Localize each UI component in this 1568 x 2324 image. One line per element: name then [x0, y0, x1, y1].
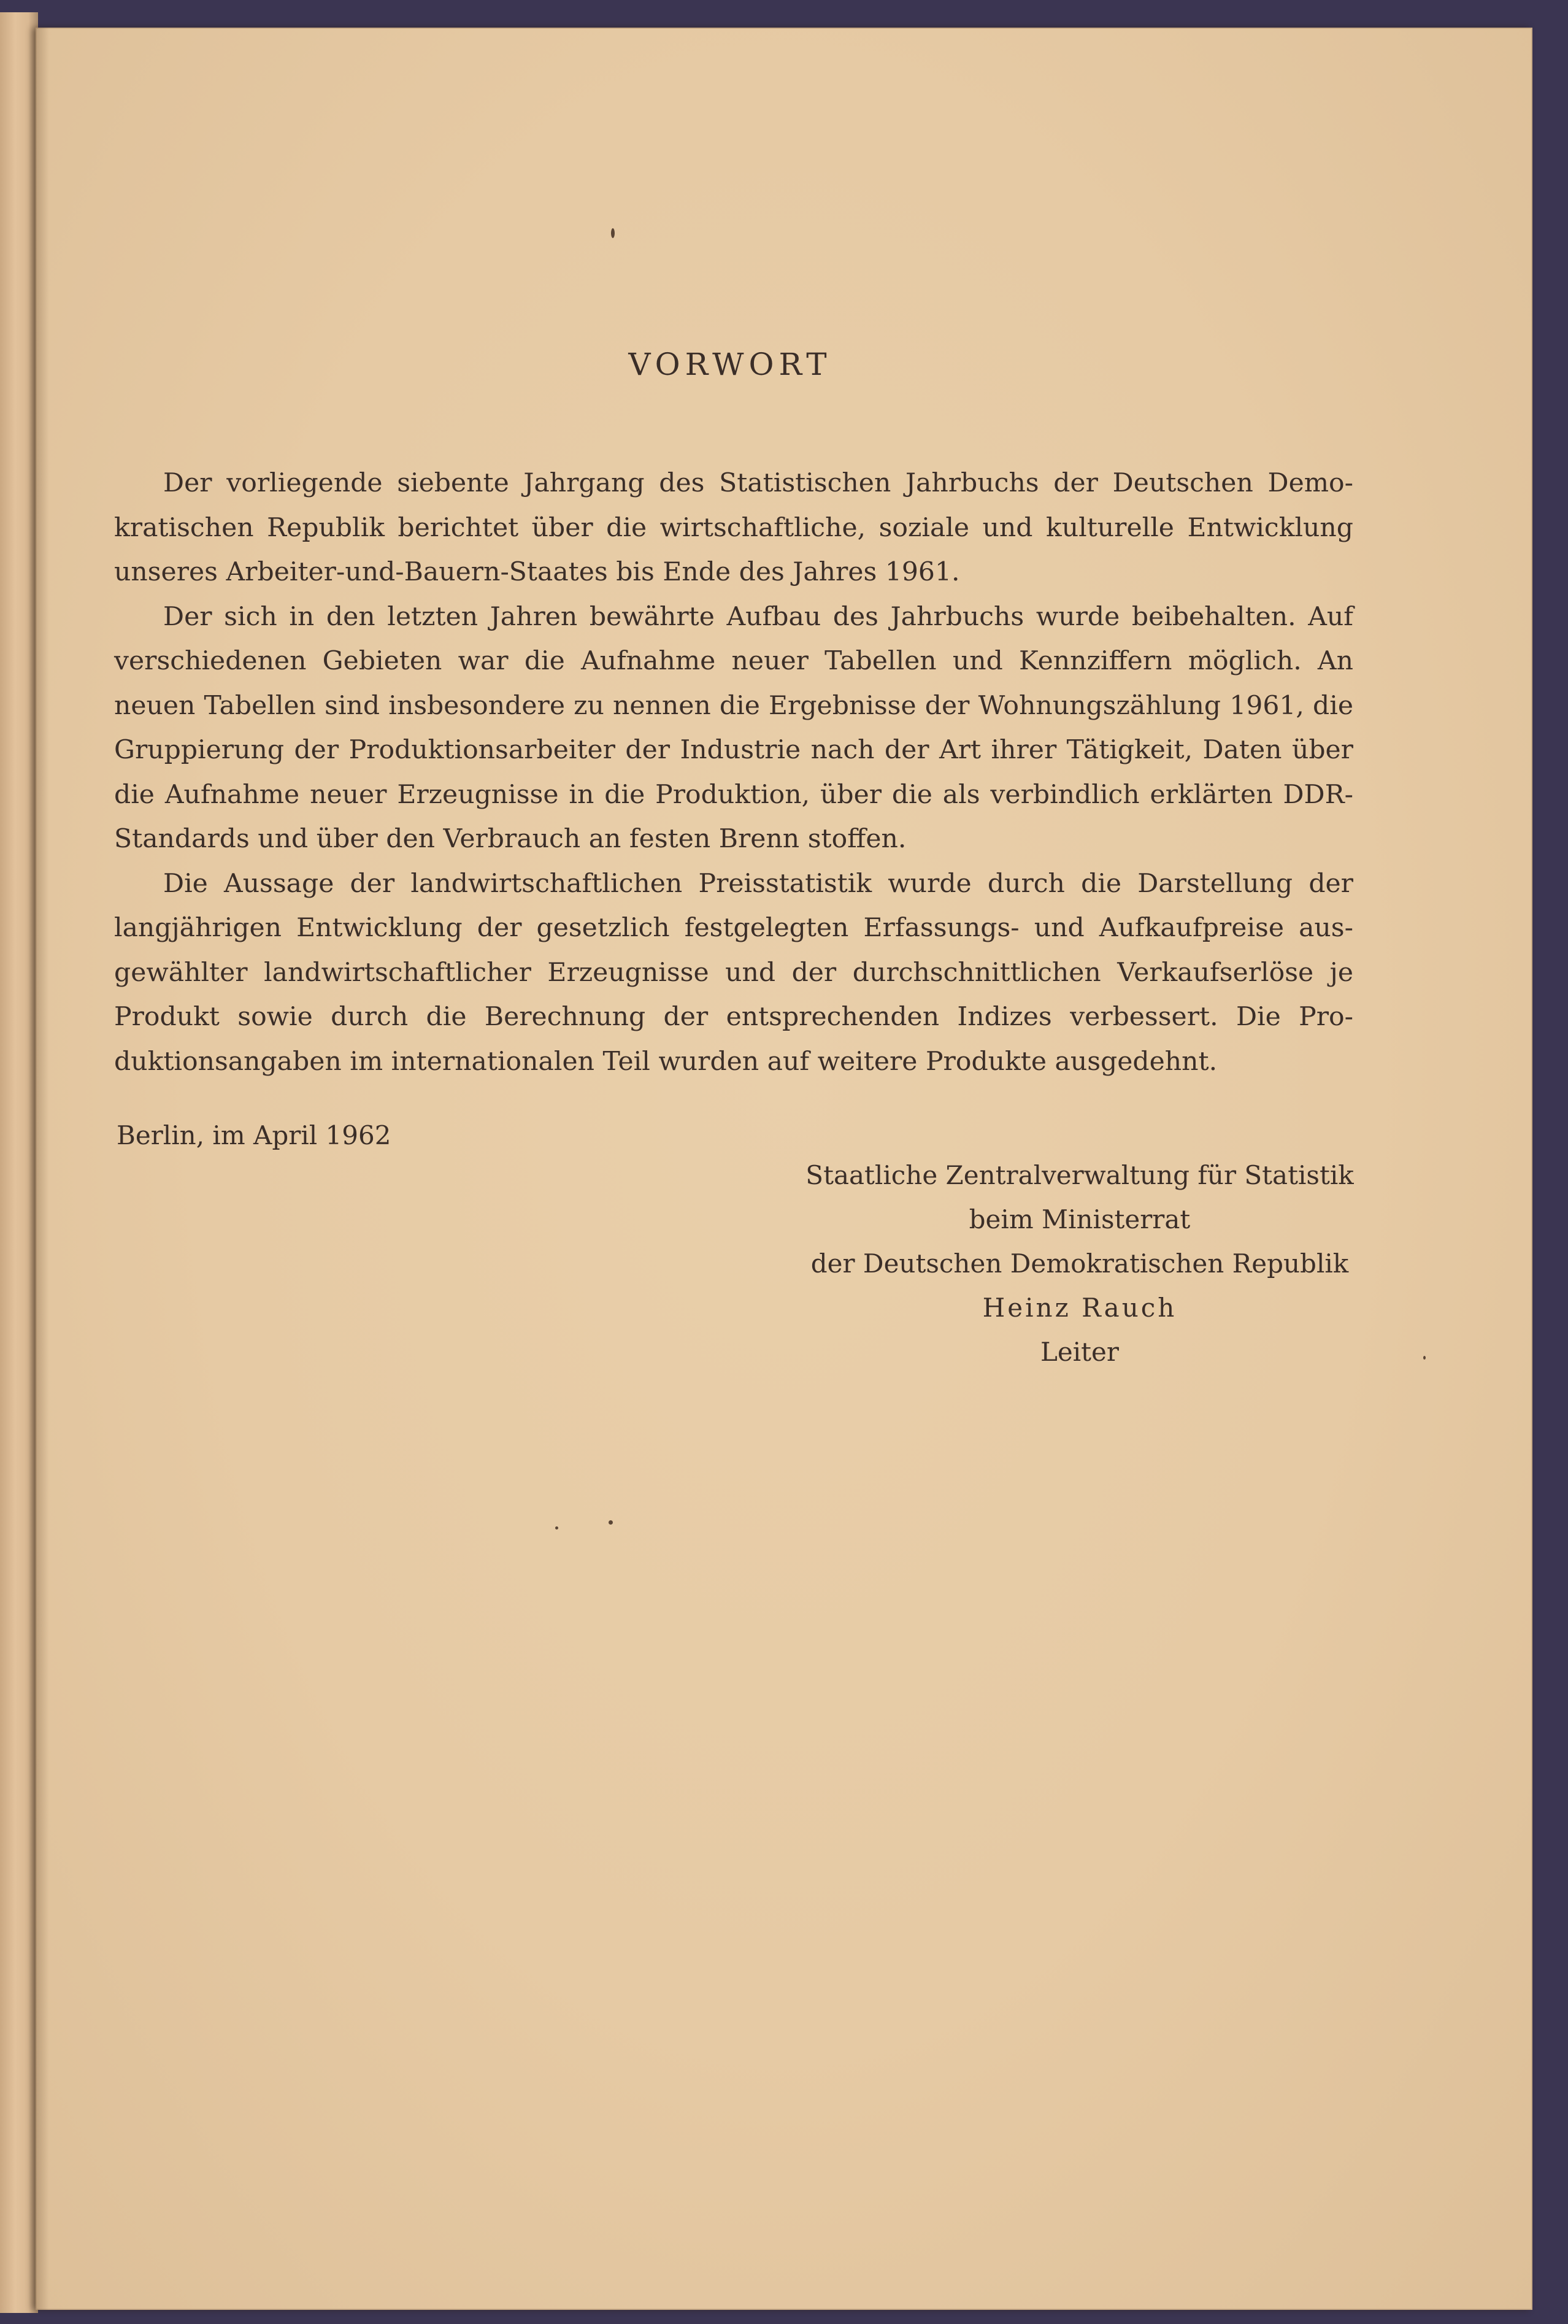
place-and-date: Berlin, im April 1962: [117, 1120, 391, 1150]
paragraph-1: Der vorliegende siebente Jahrgang des Statistischen Jahrbuchs der Deutschen Demokratischen Republik berichtet über die wirtschaftliche, soziale und kulturelle Entwicklung unseres Arbeiter-und-Bauern-Staates bis Ende des Jahres 1961.: [114, 468, 1353, 587]
signature-republic: der Deutschen Demokratischen Republik: [810, 1249, 1349, 1279]
signatory-name: Heinz Rauch: [982, 1293, 1177, 1323]
foreword-body: [114, 461, 1353, 1084]
paragraph-3: Die Aussage der landwirtschaftlichen Preisstatistik wurde durch die Darstellung der langjährigen Entwicklung der gesetzlich festgelegten Erfassungs- und Aufkaufpreise ausgewählter landwirtschaftlicher Erzeugnisse und der durchschnittlichen Verkaufserlöse je Produkt sowie durch die Berechnung der entsprechenden Indizes verbessert. Die Produktionsangaben im internationalen Teil wurden auf weitere Produkte ausgedehnt.: [114, 868, 1353, 1077]
signature-block: [755, 1153, 1405, 1374]
signature-ministry: beim Ministerrat: [969, 1204, 1191, 1234]
paper-speck: [609, 1520, 613, 1525]
paragraph-2: Der sich in den letzten Jahren bewährte Aufbau des Jahrbuchs wurde beibehalten. Auf verschiedenen Gebieten war die Aufnahme neuer Tabellen und Kennziffern möglich. An neuen Tabellen sind insbesondere zu nennen die Ergebnisse der Wohnungszählung 1961, die Gruppierung der Produktionsarbeiter der Industrie nach der Art ihrer Tätigkeit, Daten über die Aufnahme neuer Erzeugnisse in die Produktion, über die als verbindlich erklärten DDR-Standards und über den Verbrauch an festen Brenn stoffen.: [114, 601, 1353, 854]
paper-speck: [555, 1526, 558, 1529]
signatory-role: Leiter: [1040, 1337, 1119, 1367]
page-title: VORWORT: [628, 347, 832, 382]
paper-speck: [611, 228, 615, 238]
paper-speck: [1423, 1356, 1426, 1360]
signature-institution: Staatliche Zentralverwaltung für Statistik: [805, 1160, 1354, 1190]
